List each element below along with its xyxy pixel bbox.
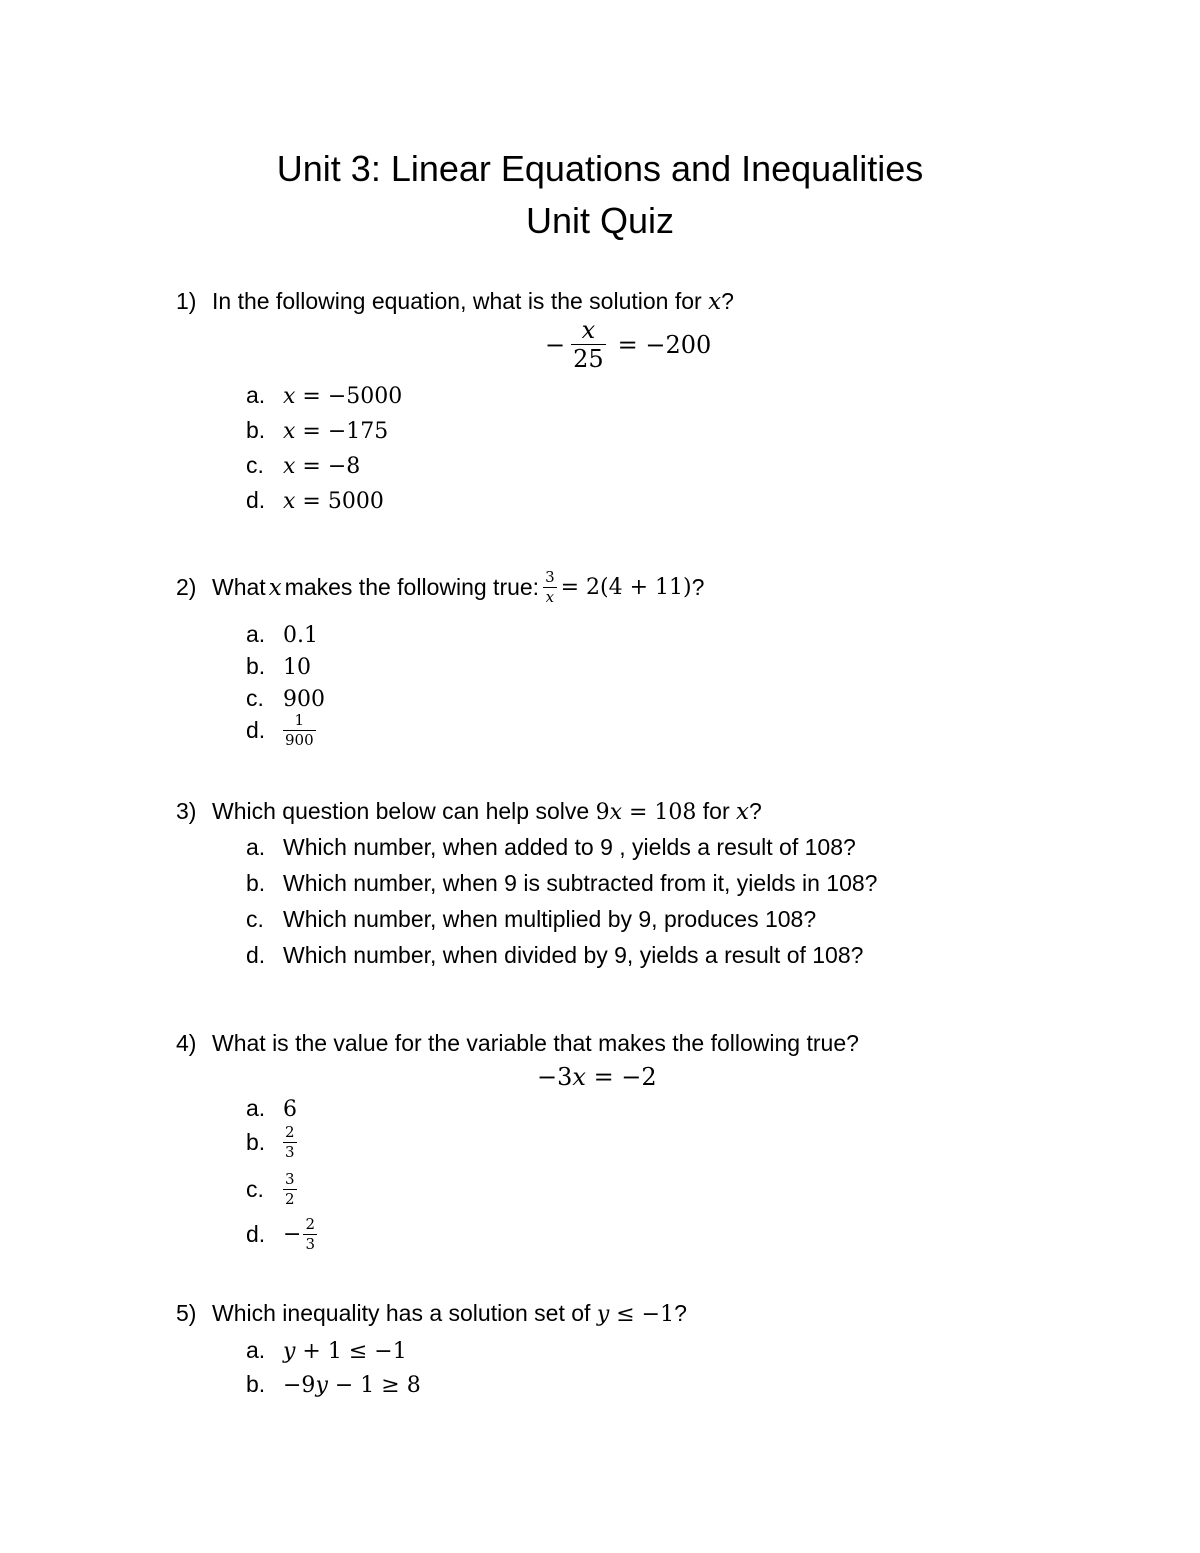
question-4-option-a[interactable]: a. 6	[246, 1095, 297, 1122]
question-1-option-b[interactable]: b. x = −175	[246, 417, 389, 444]
question-5-option-a[interactable]: a. y + 1 ≤ −1	[246, 1337, 407, 1364]
question-3-prompt: 3) Which question below can help solve 9x = 108 for x?	[176, 798, 762, 825]
question-1-number: 1)	[176, 288, 197, 314]
question-2-option-c[interactable]: c. 900	[246, 685, 325, 712]
question-1-variable: x	[708, 289, 722, 315]
question-4-number: 4)	[176, 1030, 197, 1056]
fraction-denominator: 25	[573, 345, 604, 373]
question-4-prompt: 4) What is the value for the variable that makes the following true?	[176, 1030, 859, 1056]
question-3-option-a[interactable]: a. Which number, when added to 9 , yields a result of 108?	[246, 834, 856, 860]
question-1-option-c[interactable]: c. x = −8	[246, 452, 361, 479]
question-3-number: 3)	[176, 798, 197, 824]
question-2-fraction: $\frac{3}{x}$	[545, 568, 555, 606]
question-4-option-c[interactable]: c. $\frac{3}{2}$	[246, 1170, 295, 1208]
question-2-number: 2)	[176, 574, 197, 600]
question-2-option-a[interactable]: a. 0.1	[246, 621, 318, 648]
question-1-option-a[interactable]: a. x = −5000	[246, 382, 403, 409]
fraction-numerator: x	[581, 316, 596, 344]
question-3-option-c[interactable]: c. Which number, when multiplied by 9, produces 108?	[246, 906, 817, 932]
question-1-end: ?	[721, 288, 734, 314]
equation-rhs: = −200	[617, 330, 712, 359]
question-2-option-d[interactable]: d. $\frac{1}{900}$	[246, 711, 314, 749]
question-3-option-d[interactable]: d. Which number, when divided by 9, yields a result of 108?	[246, 942, 864, 968]
question-1-prompt	[176, 288, 734, 315]
question-1-text: In the following equation, what is the solution for	[212, 288, 709, 314]
equation-sign: −	[545, 330, 566, 359]
question-2-option-b[interactable]: b. 10	[246, 653, 311, 680]
question-1-equation	[545, 318, 711, 371]
question-4-equation: −3x = −2	[537, 1063, 657, 1091]
question-2-prompt: 2) What x makes the following true: $\frac{3}{x}$ = 2(4 + 11) ?	[176, 568, 705, 606]
question-5-number: 5)	[176, 1300, 197, 1326]
quiz-subtitle: Unit Quiz	[525, 200, 675, 241]
question-5-option-b[interactable]: b. −9y − 1 ≥ 8	[246, 1371, 421, 1398]
equation-fraction	[571, 318, 606, 371]
question-1-option-d[interactable]: d. x = 5000	[246, 487, 384, 514]
question-5-prompt: 5) Which inequality has a solution set of y ≤ −1?	[176, 1300, 687, 1327]
question-4-option-b[interactable]: b. $\frac{2}{3}$	[246, 1123, 295, 1161]
question-3-option-b[interactable]: b. Which number, when 9 is subtracted from it, yields in 108?	[246, 870, 878, 896]
option-fraction: $\frac{1}{900}$	[285, 711, 314, 749]
question-4-option-d[interactable]: d. − $\frac{2}{3}$	[246, 1215, 315, 1253]
quiz-title: Unit 3: Linear Equations and Inequalities	[276, 148, 924, 189]
